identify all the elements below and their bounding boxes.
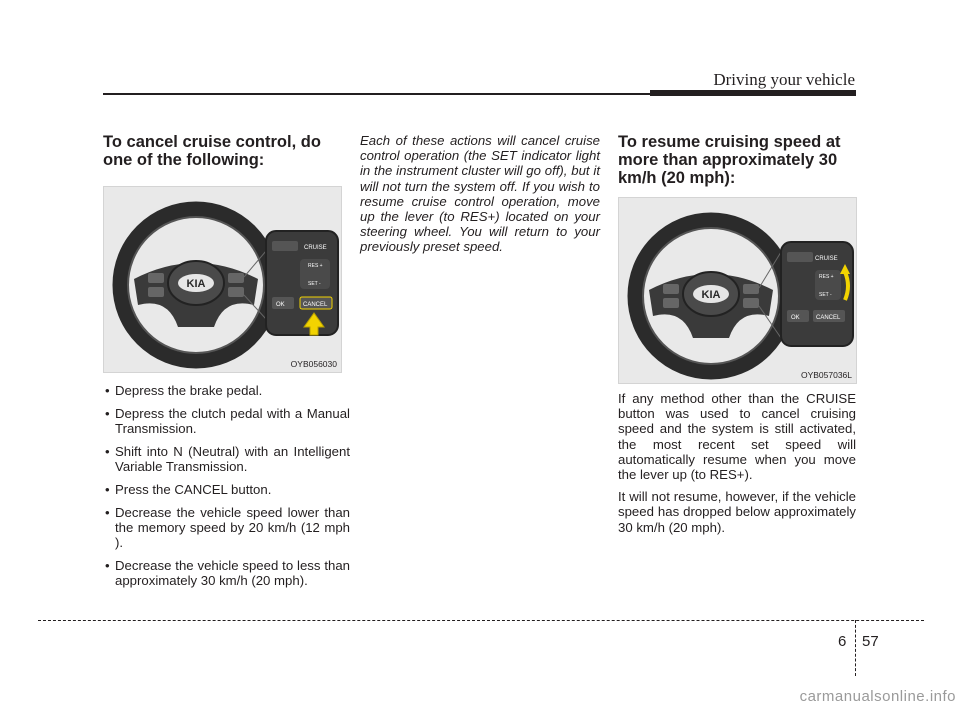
cruise-label: CRUISE — [304, 245, 327, 251]
footer-divider — [38, 620, 924, 621]
chapter-number: 6 — [838, 633, 847, 650]
column-cancel — [103, 133, 350, 596]
cruise-label: CRUISE — [815, 256, 838, 262]
figure-cancel-steering-wheel — [103, 186, 342, 373]
kia-logo-text: KIA — [701, 289, 721, 301]
steering-wheel-illustration — [104, 187, 341, 372]
column-resume — [618, 133, 856, 542]
cancel-label: CANCEL — [303, 302, 328, 308]
column-note — [360, 133, 600, 255]
cancel-heading: To cancel cruise control, do one of the following: — [103, 133, 321, 169]
list-item: • Depress the brake pedal. — [103, 383, 350, 398]
footer-vertical-divider — [855, 620, 856, 676]
resume-heading: To resume cruising speed at more than approximately 30 km/h (20 mph): — [618, 133, 841, 187]
page-header-title: Driving your vehicle — [713, 70, 855, 89]
ok-label: OK — [276, 302, 285, 308]
header-rule-thick — [650, 90, 856, 96]
resume-paragraph: If any method other than the CRUISE button was used to cancel cruising speed and the system is still activated, the most recent set speed will automatically resume when you move the lever up (to RES+). — [618, 391, 856, 483]
list-item: • Shift into N (Neutral) with an Intelligent Variable Transmission. — [103, 444, 350, 474]
list-item: • Decrease the vehicle speed lower than the memory speed by 20 km/h (12 mph ). — [103, 505, 350, 550]
site-watermark: carmanualsonline.info — [799, 688, 956, 705]
resume-paragraph: It will not resume, however, if the vehicle speed has dropped below approximately 30 km/h (20 mph). — [618, 489, 856, 535]
res-label: RES + — [308, 263, 323, 269]
res-label: RES + — [819, 274, 834, 280]
list-item: • Depress the clutch pedal with a Manual Transmission. — [103, 406, 350, 436]
list-item: • Decrease the vehicle speed to less than approximately 30 km/h (20 mph). — [103, 558, 350, 588]
set-label: SET - — [308, 281, 321, 287]
cancel-methods-list — [103, 383, 350, 588]
page-number: 57 — [862, 633, 879, 650]
ok-label: OK — [791, 315, 800, 321]
set-label: SET - — [819, 292, 832, 298]
cancel-label: CANCEL — [816, 315, 841, 321]
steering-wheel-illustration — [619, 198, 856, 383]
figure-resume-steering-wheel — [618, 197, 857, 384]
figure-code: OYB056030 — [290, 359, 337, 369]
list-item: • Press the CANCEL button. — [103, 482, 350, 497]
header-rule-thin — [103, 93, 653, 95]
kia-logo-text: KIA — [186, 278, 206, 290]
figure-code: OYB057036L — [800, 370, 852, 380]
cancel-note: Each of these actions will cancel cruise control operation (the SET indicator light in the instrument cluster will go off), but it will not turn the system off. If you wish to resume cruise control operation, move up the lever (to RES+) located on your steering wheel. You will return to your previously preset speed. — [360, 133, 600, 255]
